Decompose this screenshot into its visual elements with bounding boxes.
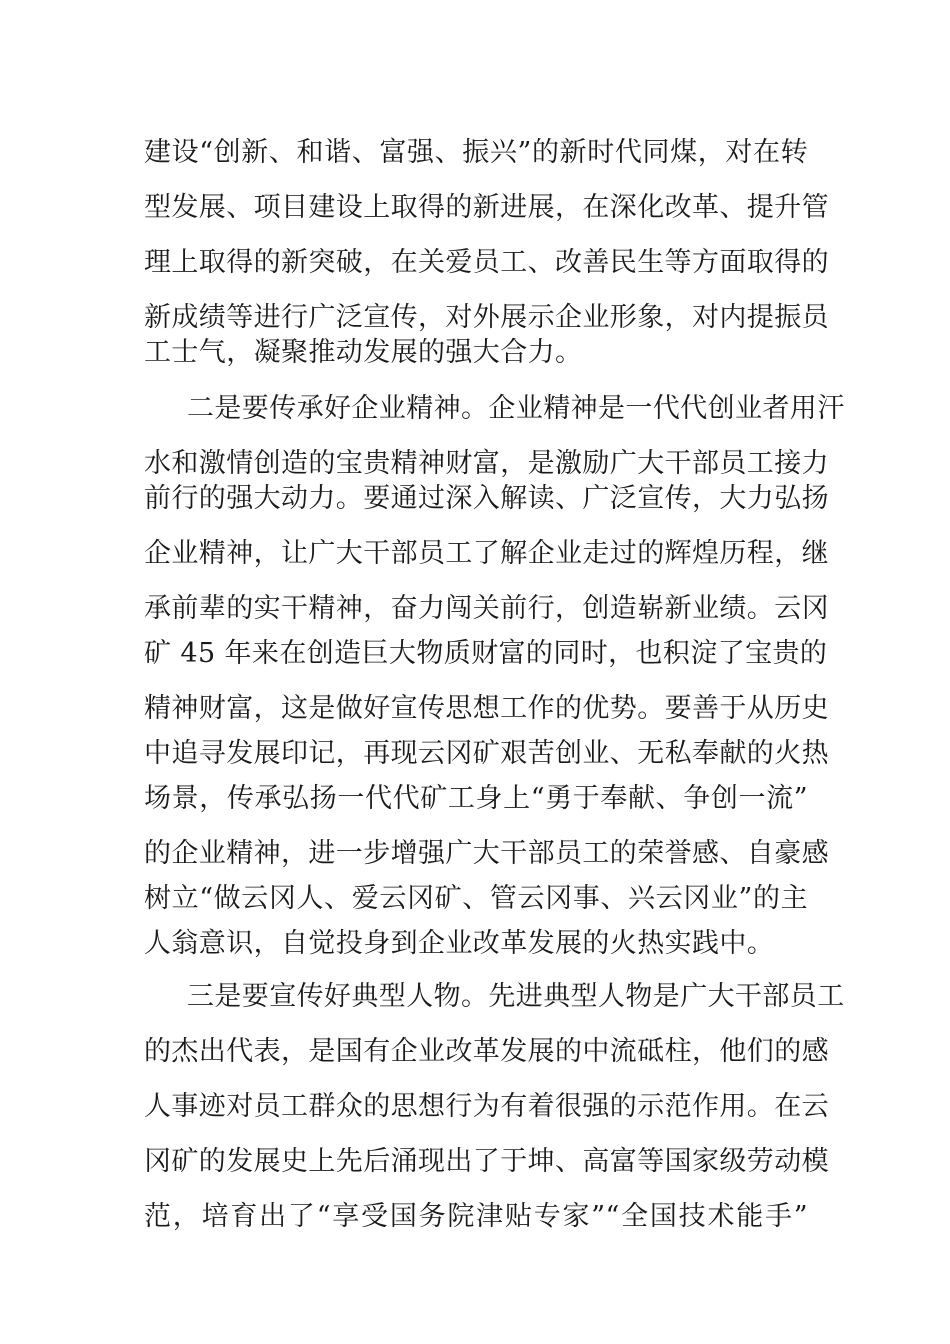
- text-line-1: 建设“创新、和谐、富强、振兴”的新时代同煤，对在转: [144, 137, 808, 168]
- paragraph-3-first-line: 三是要宣传好典型人物。先进典型人物是广大干部员工: [187, 981, 845, 1012]
- text-line-10: 承前辈的实干精神，奋力闯关前行，创造崭新业绩。云冈: [144, 593, 829, 624]
- text-line-21: 冈矿的发展史上先后涌现出了于坤、高富等国家级劳动模: [144, 1146, 829, 1177]
- text-line-12: 精神财富，这是做好宣传思想工作的优势。要善于从历史: [144, 693, 829, 724]
- text-line-16: 树立“做云冈人、爱云冈矿、管云冈事、兴云冈业”的主: [144, 883, 808, 914]
- text-line-4: 新成绩等进行广泛宣传，对外展示企业形象，对内提振员: [144, 302, 829, 333]
- text-line-13: 中追寻发展印记，再现云冈矿艰苦创业、无私奉献的火热: [144, 738, 829, 769]
- text-line-3: 理上取得的新突破，在关爱员工、改善民生等方面取得的: [144, 247, 829, 278]
- text-line-14: 场景，传承弘扬一代代矿工身上“勇于奉献、争创一流”: [144, 783, 808, 814]
- text-line-15: 的企业精神，进一步增强广大干部员工的荣誉感、自豪感: [144, 838, 829, 869]
- text-line-8: 前行的强大动力。要通过深入解读、广泛宣传，大力弘扬: [144, 483, 829, 514]
- text-line-2: 型发展、项目建设上取得的新进展，在深化改革、提升管: [144, 192, 829, 223]
- paragraph-2-first-line: 二是要传承好企业精神。企业精神是一代代创业者用汗: [187, 393, 845, 424]
- text-line-20: 人事迹对员工群众的思想行为有着很强的示范作用。在云: [144, 1091, 829, 1122]
- text-line-5: 工士气，凝聚推动发展的强大合力。: [144, 337, 583, 368]
- text-line-7: 水和激情创造的宝贵精神财富，是激励广大干部员工接力: [144, 448, 829, 479]
- text-line-11: 矿 45 年来在创造巨大物质财富的同时，也积淀了宝贵的: [144, 638, 828, 669]
- text-line-17: 人翁意识，自觉投身到企业改革发展的火热实践中。: [144, 928, 775, 959]
- text-line-9: 企业精神，让广大干部员工了解企业走过的辉煌历程，继: [144, 538, 829, 569]
- text-line-22: 范，培育出了“享受国务院津贴专家”“全国技术能手”: [144, 1201, 808, 1232]
- text-line-19: 的杰出代表，是国有企业改革发展的中流砥柱，他们的感: [144, 1036, 829, 1067]
